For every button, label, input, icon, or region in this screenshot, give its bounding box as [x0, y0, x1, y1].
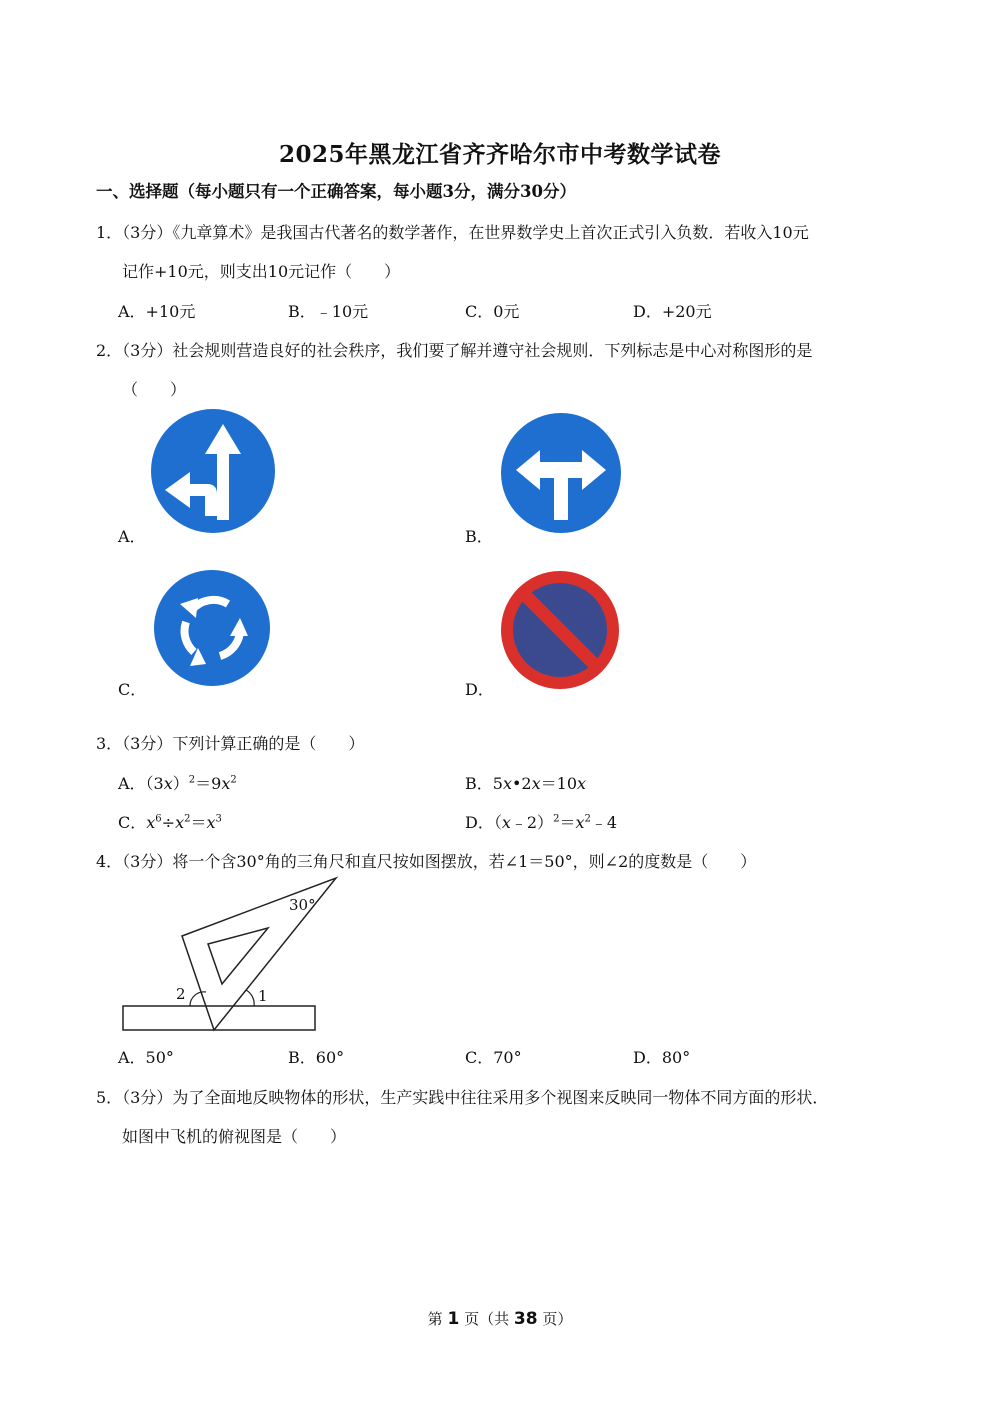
question-1-line-2: 记作+10元，则支出10元记作（ ） — [122, 262, 401, 281]
q4-option-b: B．60° — [288, 1048, 345, 1067]
q4-option-a: A．50° — [118, 1048, 174, 1067]
current-page-number: 1 — [447, 1309, 460, 1329]
exam-title: 2025年黑龙江省齐齐哈尔市中考数学试卷 — [278, 141, 721, 168]
roundabout-sign-icon — [150, 566, 274, 690]
q2-label-b: B． — [465, 527, 493, 546]
q3-option-c: C．$x^6\div x^2=x^3$ — [118, 813, 222, 832]
question-3-line-1: 3．（3分）下列计算正确的是（ ） — [96, 734, 365, 753]
page-footer: 第 1 页（共 38 页） — [427, 1309, 573, 1329]
q1-option-b: B．﹣10元 — [288, 302, 369, 321]
question-2-line-1: 2．（3分）社会规则营造良好的社会秩序，我们要了解并遵守社会规则．下列标志是中心对称图形的是 — [96, 341, 813, 360]
q2-label-a: A． — [118, 527, 146, 546]
q1-option-c: C．0元 — [465, 302, 520, 321]
angle-1-label: 1 — [258, 987, 268, 1005]
turn-left-or-straight-sign-icon — [150, 408, 276, 534]
q3-option-a: A．$(3x)^2=9x^2$ — [118, 774, 237, 793]
question-5-line-2: 如图中飞机的俯视图是（ ） — [122, 1127, 347, 1146]
q2-label-c: C． — [118, 680, 147, 699]
question-1-line-1: 1．（3分）《九章算术》是我国古代著名的数学著作，在世界数学史上首次正式引入负数．若收入10元 — [96, 223, 809, 242]
q1-option-d: D．+20元 — [633, 302, 712, 321]
q4-option-d: D．80° — [633, 1048, 691, 1067]
total-pages: 38 — [513, 1309, 538, 1329]
turn-left-or-right-sign-icon — [498, 410, 624, 536]
question-4-line-1: 4．（3分）将一个含30°角的三角尺和直尺按如图摆放，若∠1＝50°，则∠2的度数是（ ） — [96, 852, 757, 871]
q3-option-b: B．5x•2x＝10x — [465, 774, 587, 793]
q1-option-a: A．+10元 — [118, 302, 196, 321]
section-heading: 一、选择题（每小题只有一个正确答案，每小题3分，满分30分） — [96, 182, 576, 201]
q3-option-d: D．$(x﹣2)^2=x^2﹣4$ — [465, 813, 618, 832]
question-2-line-2: （ ） — [122, 380, 187, 399]
angle-30-label: 30° — [289, 896, 316, 914]
angle-2-label: 2 — [176, 985, 186, 1003]
question-5-line-1: 5．（3分）为了全面地反映物体的形状，生产实践中往往采用多个视图来反映同一物体不同方面的形状． — [96, 1088, 829, 1107]
q4-option-c: C．70° — [465, 1048, 522, 1067]
no-parking-sign-icon — [500, 570, 620, 690]
q2-label-d: D． — [465, 680, 494, 699]
